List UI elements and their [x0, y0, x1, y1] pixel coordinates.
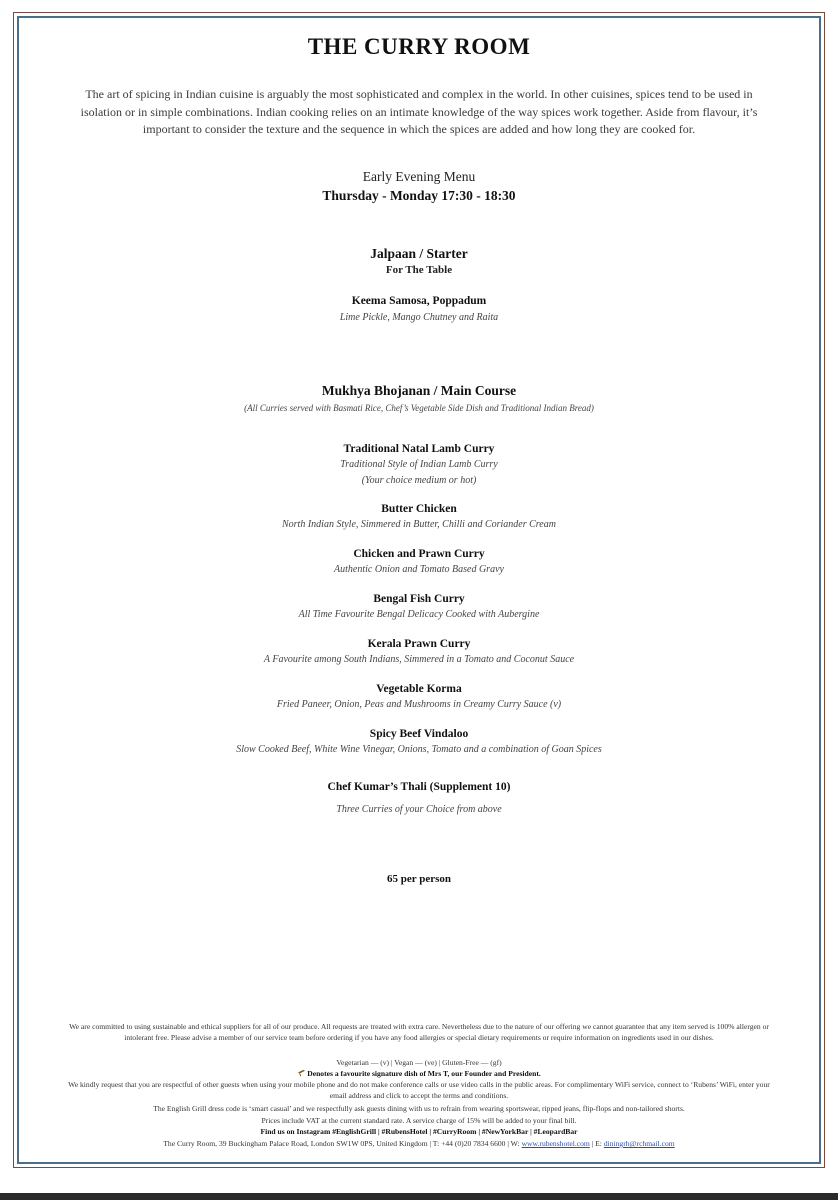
dish-desc-note: (Your choice medium or hot) [361, 475, 477, 486]
starter-dish-desc: Lime Pickle, Mango Chutney and Raita [339, 312, 499, 323]
main-section-note: (All Curries served with Basmati Rice, Chef’s Vegetable Side Dish and Traditional Indian Bread) [244, 403, 594, 413]
signature-note-text: Denotes a favourite signature dish of Mrs T, our Founder and President. [307, 1069, 541, 1078]
dish-name: Spicy Beef Vindaloo [369, 728, 469, 740]
thali-name: Chef Kumar’s Thali (Supplement 10) [327, 781, 511, 793]
instagram-tags: Find us on Instagram #EnglishGrill | #RubensHotel | #CurryRoom | #NewYorkBar | #LeopardBar [260, 1127, 578, 1136]
dish-name: Traditional Natal Lamb Curry [343, 443, 495, 455]
website-link[interactable]: www.rubenshotel.com [521, 1139, 590, 1148]
dish-desc: All Time Favourite Bengal Delicacy Cooked with Aubergine [298, 609, 540, 620]
dish-name: Chicken and Prawn Curry [353, 548, 485, 560]
starter-dish-name: Keema Samosa, Poppadum [351, 295, 487, 307]
menu-time: Thursday - Monday 17:30 - 18:30 [322, 188, 516, 203]
price-per-person: 65 per person [387, 873, 451, 885]
page-bottom-edge [0, 1193, 838, 1200]
dish-name: Kerala Prawn Curry [367, 638, 471, 650]
email-label: | E: [591, 1139, 602, 1148]
thali-desc: Three Curries of your Choice from above [336, 804, 502, 815]
dish-desc: Traditional Style of Indian Lamb Curry [340, 459, 498, 470]
dish-name: Vegetable Korma [376, 683, 462, 695]
menu-name: Early Evening Menu [362, 169, 476, 184]
dish-name: Butter Chicken [381, 503, 457, 515]
intro-paragraph: The art of spicing in Indian cuisine is arguably the most sophisticated and complex in the world. In other cuisines, spices tend to be used in isolation or in simple combinations. Indian cooking relies on an intimate knowledge of the way spices work together. Aside from flavour, it’s important to consider the texture and the sequence in which the spices are added and how long they are cooked for. [80, 87, 758, 136]
dish-desc: North Indian Style, Simmered in Butter, Chilli and Coriander Cream [282, 519, 556, 530]
email-link[interactable]: diningrh@rchmail.com [603, 1139, 675, 1148]
phone-wifi-notice: We kindly request that you are respectful of other guests when using your mobile phone and do not make conference calls or use video calls in the public areas. For complimentary WiFi service, connect to ‘Rubens’ WiFi, enter your email address and click to accept the terms and conditions. [68, 1080, 770, 1100]
dish-desc: Slow Cooked Beef, White Wine Vinegar, Onions, Tomato and a combination of Goan Spices [236, 744, 602, 755]
dish-desc: Fried Paneer, Onion, Peas and Mushrooms in Creamy Curry Sauce (v) [276, 699, 562, 710]
dress-code-notice: The English Grill dress code is ‘smart casual’ and we respectfully ask guests dining with us to refrain from wearing sportswear, ripped jeans, flip-flops and non-tailored shorts. [153, 1104, 685, 1113]
starter-subtitle: For The Table [385, 264, 453, 276]
contact-line [24, 1139, 814, 1150]
main-section-title: Mukhya Bhojanan / Main Course [321, 383, 517, 398]
starter-section-title: Jalpaan / Starter [370, 246, 468, 261]
chef-hat-icon [297, 1069, 306, 1077]
allergen-notice: We are committed to using sustainable and ethical suppliers for all of our produce. All requests are treated with extra care. Nevertheless due to the nature of our offering we cannot guarantee that any item served is 100% allergen or intolerant free. Please advise a member of our service team before ordering if you have any food allergies or special dietary requirements or require information on ingredients used in our dishes. [69, 1022, 769, 1042]
address: The Curry Room, 39 Buckingham Palace Road, London SW1W 0PS, United Kingdom | T: +44 (0)20 7834 6600 | W: [163, 1139, 520, 1148]
dish-name: Bengal Fish Curry [373, 593, 465, 605]
diet-key: Vegetarian — (v) | Vegan — (ve) | Gluten-Free — (gf) [336, 1058, 502, 1067]
signature-note [24, 1069, 814, 1080]
dish-desc: A Favourite among South Indians, Simmered in a Tomato and Coconut Sauce [263, 654, 575, 665]
dish-desc: Authentic Onion and Tomato Based Gravy [334, 564, 504, 575]
page-title: THE CURRY ROOM [307, 34, 531, 59]
prices-note: Prices include VAT at the current standard rate. A service charge of 15% will be added to your final bill. [261, 1116, 577, 1125]
